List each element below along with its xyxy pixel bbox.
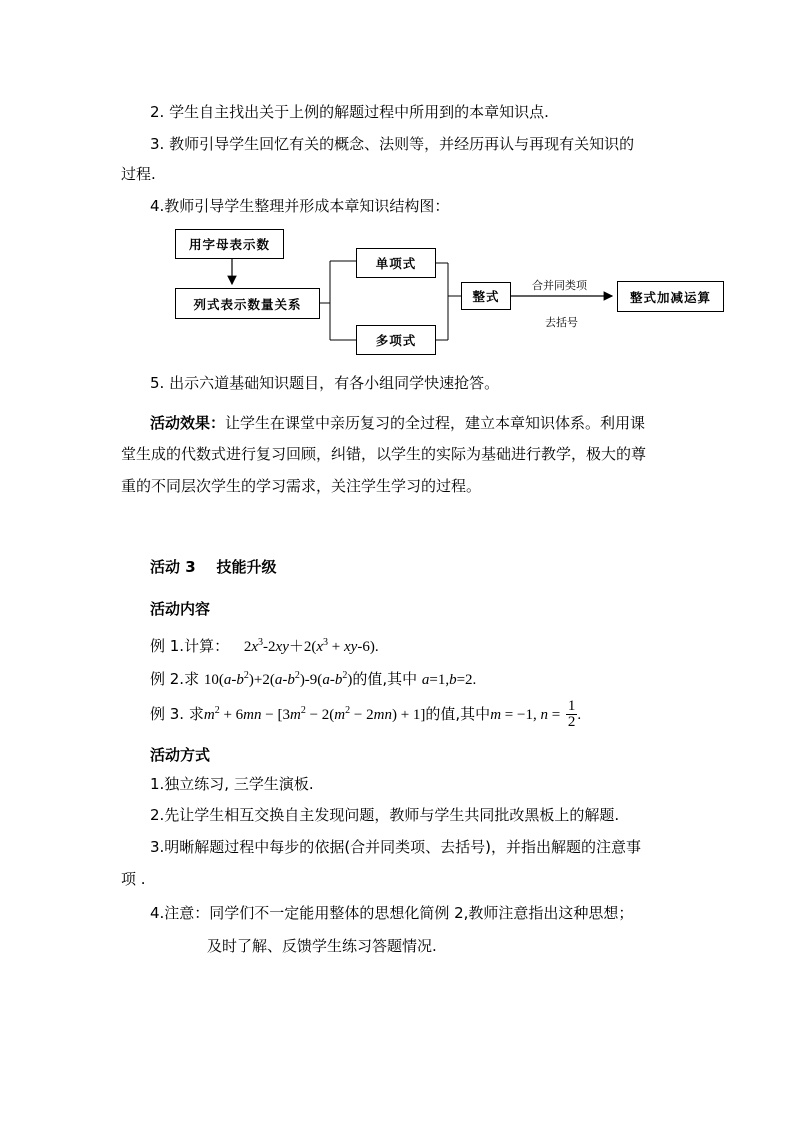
example-3-label: 例 3. 求 (150, 705, 204, 723)
effect-text1: 让学生在课堂中亲历复习的全过程，建立本章知识体系。利用课 (225, 414, 646, 432)
example-2-prefix: 例 2.求 (150, 670, 204, 688)
example-2-suffix: 的值,其中 (352, 670, 422, 688)
example-3-formula: $m^2 + 6mn - [3m^2 - 2(m^2 - 2mn) + 1]$ (203, 705, 426, 723)
fraction-denominator: 2 (567, 714, 576, 730)
box-monomial: 单项式 (356, 248, 436, 278)
step-3-line2: 过程. (121, 165, 156, 183)
step-4: 4.教师引导学生整理并形成本章知识结构图： (150, 197, 450, 215)
step-2: 2. 学生自主找出关于上例的解题过程中所用到的本章知识点. (150, 103, 549, 121)
effect-line2: 堂生成的代数式进行复习回顾，纠错，以学生的实际为基础进行教学，极大的尊 (121, 445, 647, 463)
box-letters-represent-numbers: 用字母表示数 (175, 229, 284, 259)
method-4-line1: 4.注意：同学们不一定能用整体的思想化简例 2,教师注意指出这种思想； (150, 904, 634, 922)
example-2-values: a=1,b=2. (421, 672, 477, 688)
example-1-label: 例 1.计算： (150, 637, 230, 655)
activity-method-heading: 活动方式 (150, 746, 211, 764)
example-1 (150, 633, 379, 657)
example-3-suffix: 的值,其中 (425, 705, 491, 723)
activity3-title: 活动 3 技能升级 (150, 558, 277, 576)
example-2 (150, 666, 476, 690)
diagram-connectors (0, 0, 794, 380)
example-2-formula: $10(a-b^2)+2(a-b^2)-9(a-b^2)$ (203, 670, 353, 688)
step-5: 5. 出示六道基础知识题目，有各小组同学快速抢答。 (150, 374, 500, 392)
method-1: 1.独立练习, 三学生演板. (150, 775, 314, 793)
fraction-numerator: 1 (567, 698, 576, 714)
method-3-line2: 项 . (121, 870, 146, 888)
effect-line3: 重的不同层次学生的学习需求，关注学生学习的过程。 (121, 477, 482, 495)
box-polynomial: 多项式 (356, 325, 436, 355)
arrow-label-combine-like-terms: 合并同类项 (532, 279, 587, 292)
arrow-label-remove-brackets: 去括号 (545, 316, 578, 329)
example-3: 例 3. 求$m^2 + 6mn - [3m^2 - 2(m^2 - 2mn) + 1]$的值,其中m = −1, n = $\frac{1}{2}$ . (150, 698, 582, 730)
effect-label: 活动效果： (150, 414, 226, 432)
example-1-formula: $2x^3-2xy+2(x^3 + xy-6)$. (243, 637, 379, 655)
effect-line1 (150, 413, 645, 433)
fraction-one-half (566, 699, 578, 730)
example-3-values: m = −1, n = (490, 707, 564, 723)
method-4-line2: 及时了解、反馈学生练习答题情况. (207, 937, 437, 955)
method-3-line1: 3.明晰解题过程中每步的依据(合并同类项、去括号)，并指出解题的注意事 (150, 838, 642, 856)
box-integral-expression: 整式 (461, 282, 511, 310)
box-add-subtract-operations: 整式加减运算 (617, 281, 724, 312)
activity-content-heading: 活动内容 (150, 600, 211, 618)
method-2: 2.先让学生相互交换自主发现问题，教师与学生共同批改黑板上的解题. (150, 806, 620, 824)
step-3-line1: 3. 教师引导学生回忆有关的概念、法则等，并经历再认与再现有关知识的 (150, 135, 635, 153)
box-expression-quantity-relations: 列式表示数量关系 (175, 288, 320, 319)
